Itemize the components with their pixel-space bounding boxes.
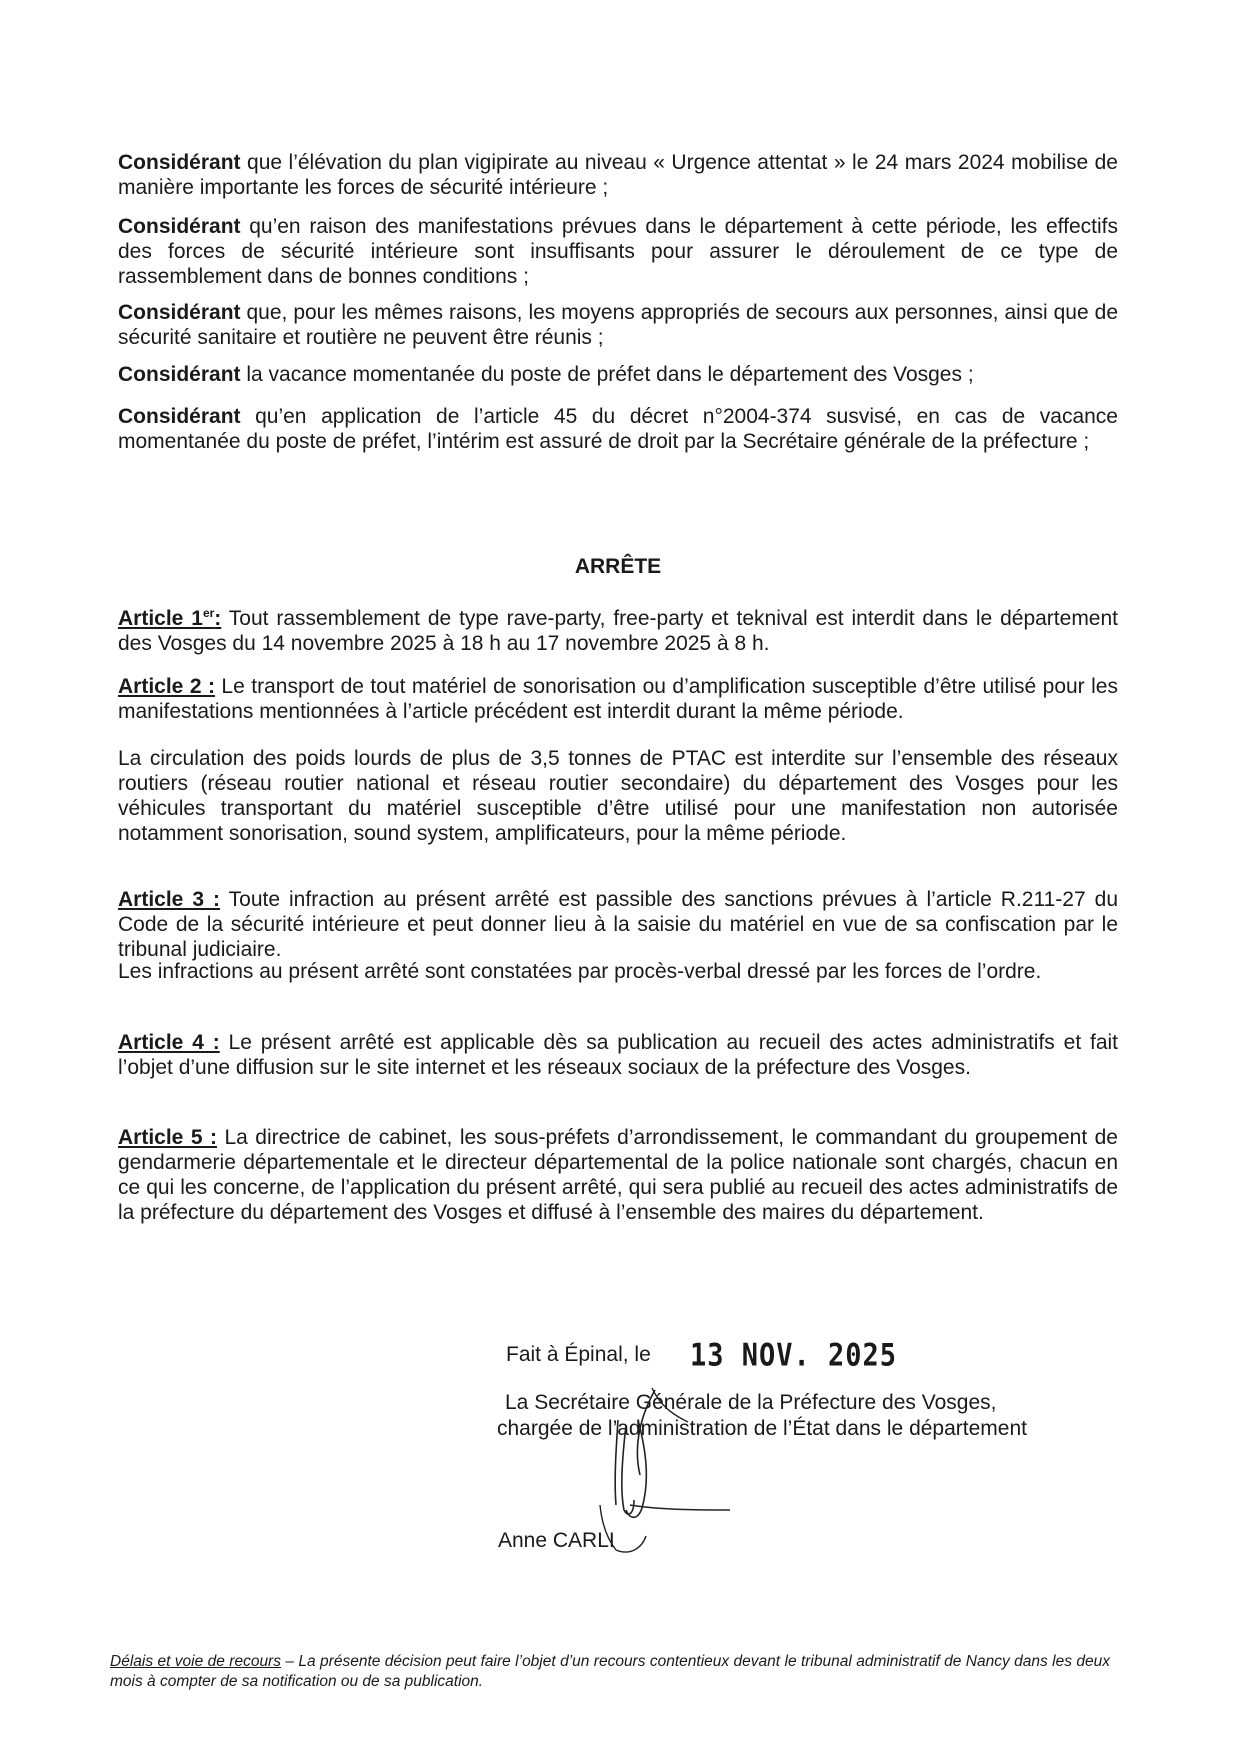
signature-title-line-1: La Secrétaire Générale de la Préfecture des Vosges, [505, 1391, 997, 1414]
article-text: Tout rassemblement de type rave-party, free-party et teknival est interdit dans le département des Vosges du 14 novembre 2025 à 18 h au 17 novembre 2025 à 8 h. [118, 607, 1118, 655]
article-label: Article 3 : [118, 888, 221, 911]
signature-place: Fait à Épinal, le [506, 1343, 651, 1366]
appeal-notice-text: – La présente décision peut faire l’objet d’un recours contentieux devant le tribunal administratif de Nancy dans les deux mois à compter de sa notification ou de sa publication. [110, 1653, 1110, 1690]
article-label: Article 2 : [118, 675, 215, 698]
article-text: Le transport de tout matériel de sonorisation ou d’amplification susceptible d’être utilisé pour les manifestations mentionnées à l’article précédent est interdit durant la même période. [118, 675, 1118, 723]
article-1 [118, 606, 1118, 656]
article-label: Article 5 : [118, 1126, 217, 1149]
signatory-name: Anne CARLI [498, 1529, 615, 1552]
considerant-4 [118, 362, 1118, 387]
considerant-1 [118, 150, 1118, 200]
article-label-colon: : [214, 607, 222, 630]
date-stamp: 13 NOV. 2025 [690, 1338, 898, 1374]
article-text: La directrice de cabinet, les sous-préfets d’arrondissement, le commandant du groupement de gendarmerie départementale et le directeur départemental de la police nationale sont chargés, chacun en ce qui les concerne, de l’application du présent arrêté, qui sera publié au recueil des actes administratifs de la préfecture du département des Vosges et diffusé à l’ensemble des maires du département. [118, 1126, 1118, 1224]
article-label-text: Article 1 [118, 607, 203, 630]
article-label-sup: er [202, 606, 215, 620]
considerant-keyword: Considérant [118, 215, 241, 238]
considerant-keyword: Considérant [118, 301, 241, 324]
article-2 [118, 674, 1118, 724]
decree-heading: ARRÊTE [574, 555, 662, 578]
appeal-notice [110, 1652, 1110, 1692]
article-4 [118, 1030, 1118, 1080]
article-text: Le présent arrêté est applicable dès sa publication au recueil des actes administratifs et fait l’objet d’une diffusion sur le site internet et les réseaux sociaux de la préfecture des Vosges. [118, 1031, 1118, 1079]
article-3-paragraph-2: Les infractions au présent arrêté sont constatées par procès-verbal dressé par les forces de l’ordre. [118, 960, 1042, 983]
considerant-3 [118, 300, 1118, 350]
considerant-keyword: Considérant [118, 405, 241, 428]
article-text: Toute infraction au présent arrêté est passible des sanctions prévues à l’article R.211-27 du Code de la sécurité intérieure et peut donner lieu à la saisie du matériel en vue de sa confiscation par le tribunal judiciaire. [118, 888, 1118, 961]
considerant-2 [118, 214, 1118, 289]
signature-title-line-2: chargée de l’administration de l’État dans le département [497, 1417, 1027, 1440]
considerant-text: la vacance momentanée du poste de préfet dans le département des Vosges ; [240, 363, 974, 386]
article-5 [118, 1125, 1118, 1225]
article-2-paragraph-2: La circulation des poids lourds de plus de 3,5 tonnes de PTAC est interdite sur l’ensemble des réseaux routiers (réseau routier national et réseau routier secondaire) du département des Vosges pour les véhicules transportant du matériel susceptible d’être utilisé pour une manifestation non autorisée notamment sonorisation, sound system, amplificateurs, pour la même période. [118, 747, 1118, 845]
appeal-notice-label: Délais et voie de recours [110, 1653, 281, 1670]
considerant-keyword: Considérant [118, 151, 241, 174]
considerant-text: que l’élévation du plan vigipirate au niveau « Urgence attentat » le 24 mars 2024 mobilise de manière importante les forces de sécurité intérieure ; [118, 151, 1118, 199]
article-label: Article 4 : [118, 1031, 220, 1054]
article-3 [118, 887, 1118, 962]
considerant-5 [118, 404, 1118, 454]
considerant-keyword: Considérant [118, 363, 241, 386]
article-label [118, 607, 221, 630]
considerant-text: qu’en raison des manifestations prévues dans le département à cette période, les effectifs des forces de sécurité intérieure sont insuffisants pour assurer le déroulement de ce type de rassemblement dans de bonnes conditions ; [118, 215, 1118, 288]
considerant-text: que, pour les mêmes raisons, les moyens appropriés de secours aux personnes, ainsi que de sécurité sanitaire et routière ne peuvent être réunis ; [118, 301, 1118, 349]
considerant-text: qu’en application de l’article 45 du décret n°2004-374 susvisé, en cas de vacance momentanée du poste de préfet, l’intérim est assuré de droit par la Secrétaire générale de la préfecture ; [118, 405, 1118, 453]
